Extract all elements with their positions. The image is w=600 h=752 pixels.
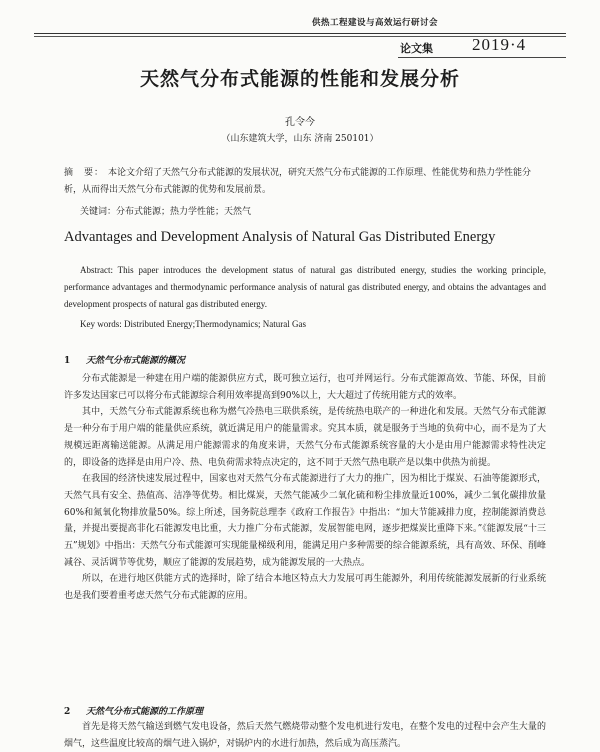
keywords-en (80, 319, 306, 329)
section-number: 2 (64, 707, 71, 717)
author-name: 孔令今 (285, 117, 315, 128)
section-body-1 (64, 371, 546, 605)
abstract-en-text: This paper introduces the development status of natural gas distributed energy, studies the working principle, performance advantages and thermodynamic performance analysis of natural gas distributed energy, and obtains the advantages and development prospects of natural gas distributed energy. (64, 265, 546, 309)
section-heading-2 (64, 704, 203, 717)
abstract-cn-label: 摘 要： (64, 168, 105, 178)
header-rule (34, 33, 566, 34)
issue-year: 2019·4 (472, 35, 527, 54)
year-rule (398, 57, 566, 58)
section-title: 天然气分布式能源的概况 (86, 356, 186, 366)
abstract-cn (64, 165, 548, 199)
paper-title: 天然气分布式能源的性能和发展分析 (139, 68, 460, 90)
paragraph: 在我国的经济快速发展过程中，国家也对天然气分布式能源进行了大力的推广，因为相比于煤炭、石油等能源形式，天然气具有安全、热值高、洁净等优势。相比煤炭，天然气能减少二氧化硫和粉尘排放量近100%，减少二氧化碳排放量60%和氮氧化物排放量50%。综上所述，国务院总理李《政府工作报告》中指出：“加大节能减排力度，控制能源消费总量，并提出要提高非化石能源发电比重，大力推广分布式能源，发展智能电网，逐步把煤炭比重降下来。”《能源发展“十三五”规划》中指出：天然气分布式能源可实现能量梯级利用，能满足用户多种需要的综合能源系统，具有高效、环保、削峰减谷、灵活调节等优势，顺应了能源的发展趋势，成为能源发展的一大热点。 (64, 474, 546, 568)
keywords-cn (80, 204, 550, 217)
keywords-cn-label: 关键词： (80, 207, 117, 217)
paragraph: 其中，天然气分布式能源系统也称为燃气冷热电三联供系统，是传统热电联产的一种进化和发展。天然气分布式能源是一种分布于用户端的能量供应系统，就近满足用户的能量需求。究其本质，就是服务于当地的负荷中心，而不是为了大规模远距离输送能源。从满足用户能源需求的角度来讲，天然气分布式能源系统容量的大小是由用户能源需求特性决定的，即设备的选择是由用户冷、热、电负荷需求特点决定的，这不同于天然气热电联产是以集中供热为前提。 (64, 407, 546, 468)
paragraph: 分布式能源是一种建在用户端的能源供应方式，既可独立运行，也可并网运行。分布式能源高效、节能、环保，目前许多发达国家已可以将分布式能源综合利用效率提高到90%以上，大大超过了传统用能方式的效率。 (64, 374, 546, 401)
section-body-2 (64, 719, 546, 752)
keywords-en-text: Distributed Energy;Thermodynamics; Natural Gas (124, 319, 307, 329)
abstract-cn-text: 本论文介绍了天然气分布式能源的发展状况，研究天然气分布式能源的工作原理、性能优势和热力学性能分析，从而得出天然气分布式能源的优势和发展前景。 (64, 168, 532, 195)
proceedings-label: 论文集 (400, 42, 433, 55)
section-title: 天然气分布式能源的工作原理 (86, 707, 204, 717)
section-heading-1 (64, 353, 185, 366)
paper-title-en: Advantages and Development Analysis of Natural Gas Distributed Energy (64, 229, 496, 245)
abstract-en-label: Abstract: (80, 265, 113, 275)
keywords-en-label: Key words: (80, 319, 122, 329)
author-affiliation: （山东建筑大学，山东 济南 250101） (221, 134, 379, 144)
section-number: 1 (64, 356, 71, 366)
keywords-cn-text: 分布式能源；热力学性能；天然气 (116, 207, 252, 217)
abstract-en (64, 262, 546, 313)
paragraph: 所以，在进行地区供能方式的选择时，除了结合本地区特点大力发展可再生能源外，利用传统能源发展新的行业系统也是我们要着重考虑天然气分布式能源的应用。 (64, 574, 546, 602)
conference-name: 供热工程建设与高效运行研讨会 (312, 18, 439, 28)
paragraph: 首先是将天然气输送到燃气发电设备，然后天然气燃烧带动整个发电机进行发电，在整个发电的过程中会产生大量的烟气，这些温度比较高的烟气进入锅炉，对锅炉内的水进行加热，然后成为高压蒸汽。 (64, 722, 546, 749)
